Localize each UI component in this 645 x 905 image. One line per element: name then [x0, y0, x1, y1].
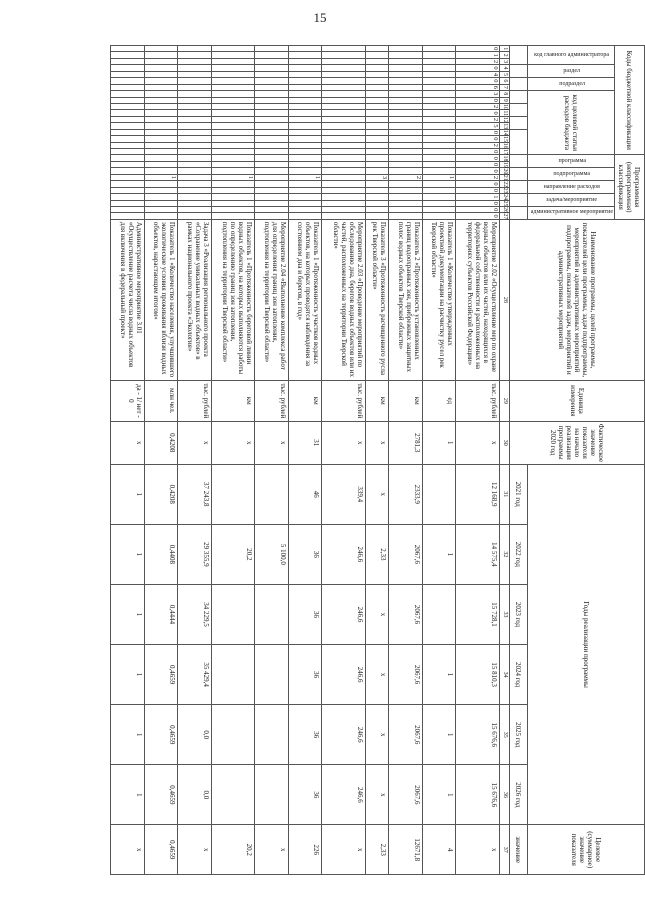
row-year-value: 15 676,6 [456, 705, 499, 765]
column-number: 10 [499, 103, 509, 109]
row-fact-value: 2781,3 [389, 421, 423, 464]
row-year-value: 2067,6 [389, 705, 423, 765]
row-unit: ед [422, 380, 456, 421]
column-number: 14 [499, 129, 509, 135]
column-number: 5 [499, 71, 509, 77]
row-year-value [211, 705, 254, 765]
column-number: 22 [499, 181, 509, 187]
column-number: 24 [499, 194, 509, 200]
code-cell: 0 [456, 187, 499, 193]
code-cell: 2 [456, 142, 499, 148]
table-row [365, 46, 389, 875]
row-unit: км [389, 380, 423, 421]
row-target-value: x [111, 825, 145, 875]
row-year-value: 0,4659 [144, 705, 178, 765]
row-year-value: 1 [111, 584, 145, 644]
column-number-row [499, 46, 509, 875]
row-year-value: 0,4444 [144, 584, 178, 644]
program-table-wrapper [110, 45, 645, 875]
row-year-value: 29 355,9 [178, 524, 212, 584]
table-body [111, 46, 500, 875]
row-year-value: x [365, 645, 389, 705]
row-name: Административное мероприятие 3.01 «Осуществление расчета числа водных объектов для включения в федеральный проект» [111, 219, 145, 380]
code-cell: 6 [456, 84, 499, 90]
row-unit: тыс. рублей [255, 380, 289, 421]
row-name: Показатель 1 «Количество населения, улучшившего экологические условия проживания вблизи водных объектов, нарастающим итогом» [144, 219, 178, 380]
column-number: 35 [499, 705, 509, 765]
table-row [178, 46, 212, 875]
row-unit: тыс. рублей [322, 380, 365, 421]
table-row [288, 46, 322, 875]
row-target-value: 20,2 [211, 825, 254, 875]
row-year-value: x [365, 584, 389, 644]
row-fact-value: 31 [288, 421, 322, 464]
row-name: Показатель 1 «Количество утвержденных проектной документации на расчистку русел рек Тверской области» [422, 219, 456, 380]
rotated-page-area [110, 45, 645, 875]
code-cell: 0 [456, 213, 499, 219]
row-year-value [211, 645, 254, 705]
row-year-value: 2067,6 [389, 584, 423, 644]
row-year-value: 1 [422, 524, 456, 584]
row-fact-value: x [178, 421, 212, 464]
row-unit: км [211, 380, 254, 421]
column-number: 2 [499, 52, 509, 58]
code-cell: 1 [144, 174, 178, 180]
unit-header: Единица измерения [509, 380, 644, 421]
column-number: 11 [499, 110, 509, 116]
row-year-value: 2067,6 [389, 524, 423, 584]
code-cell: 0 [456, 136, 499, 142]
year-2024-header: 2024 год [509, 645, 527, 705]
column-number: 16 [499, 142, 509, 148]
row-year-value: 46 [288, 464, 322, 524]
code-cell: 1 [422, 174, 456, 180]
column-number: 28 [499, 219, 509, 380]
row-year-value: 0,0 [178, 705, 212, 765]
code-cell: 0 [456, 155, 499, 161]
column-number: 37 [499, 825, 509, 875]
row-name: Мероприятие 2.04 «Выполнение комплекса работ для определения границ зон затопления, подтопления на территории Тверской области» [255, 219, 289, 380]
column-number: 25 [499, 200, 509, 206]
code-cell: 2 [389, 174, 423, 180]
row-year-value: 0,4659 [144, 765, 178, 825]
column-number: 20 [499, 168, 509, 174]
row-year-value: 35 429,4 [178, 645, 212, 705]
code-cell: 2 [456, 58, 499, 64]
row-year-value: 0,4208 [144, 464, 178, 524]
code-cell: 5 [456, 123, 499, 129]
column-number: 19 [499, 161, 509, 167]
row-year-value: 2067,6 [389, 765, 423, 825]
fact-year-header: Фактическое значение показателя на начало реализации программы 2020 год [509, 421, 644, 464]
year-2021-header: 2021 год [509, 464, 527, 524]
row-name: Показатель 1 «Протяженность участков водных объектов, на которых проводятся наблюдения за состоянием дна и берегов, в год» [288, 219, 322, 380]
budget-codes-header: Коды бюджетной классификации [615, 46, 645, 155]
column-number: 36 [499, 765, 509, 825]
direction-header: направление расходов [543, 183, 601, 190]
subprogram-header: подпрограмма [553, 170, 591, 177]
code-cell: 2 [456, 103, 499, 109]
code-cell: 0 [456, 168, 499, 174]
row-name: Показатель 3 «Протяженность расчищенного русла рек Тверской области» [365, 219, 389, 380]
row-year-value: 0,4408 [144, 524, 178, 584]
row-year-value: 339,4 [322, 464, 365, 524]
row-target-value: 226 [288, 825, 322, 875]
code-cell: 0 [456, 181, 499, 187]
code-cell: 2 [456, 174, 499, 180]
row-year-value: 246,6 [322, 524, 365, 584]
row-year-value [211, 765, 254, 825]
row-unit: млн чел. [144, 380, 178, 421]
column-number: 7 [499, 84, 509, 90]
code-cell: 0 [456, 78, 499, 84]
row-year-value: 1 [422, 705, 456, 765]
program-header: программа [558, 157, 586, 164]
row-target-value: x [322, 825, 365, 875]
code-cell: 0 [456, 46, 499, 52]
column-number: 29 [499, 380, 509, 421]
code-cell: 3 [365, 174, 389, 180]
row-year-value: 0,0 [178, 765, 212, 825]
target-header: Целевое (суммарное) значение показателя [527, 825, 644, 875]
code-cell: 1 [288, 174, 322, 180]
row-year-value: x [365, 464, 389, 524]
row-year-value [422, 464, 456, 524]
row-fact-value: x [456, 421, 499, 464]
column-number: 18 [499, 155, 509, 161]
row-name: Мероприятие 2.02 «Осуществление мер по охране водных объектов или их частей, находящихся в федеральной собственности и расположенных на территориях субъектов Российской Федерации» [456, 219, 499, 380]
row-target-value: x [456, 825, 499, 875]
row-year-value [255, 584, 289, 644]
row-year-value: 5 100,0 [255, 524, 289, 584]
row-year-value: x [365, 705, 389, 765]
column-number: 3 [499, 58, 509, 64]
code-cell: 0 [456, 149, 499, 155]
row-year-value [211, 464, 254, 524]
row-year-value [255, 464, 289, 524]
row-year-value: 246,6 [322, 765, 365, 825]
name-column-header: Наименование программы, целей программы, показателей цели программы, задач подпрограммы, мероприятий и административных мероприятий подпрограммы, показателей задач, мероприятий и административных мероприятий [509, 219, 644, 380]
column-number: 8 [499, 91, 509, 97]
row-fact-value: 1 [422, 421, 456, 464]
table-row [422, 46, 456, 875]
row-target-value: 0,4659 [144, 825, 178, 875]
row-unit: тыс. рублей [456, 380, 499, 421]
row-year-value: 0,4659 [144, 645, 178, 705]
code-cell: 0 [456, 97, 499, 103]
year-2026-header: 2026 год [509, 765, 527, 825]
column-number: 21 [499, 174, 509, 180]
row-year-value: 2,33 [365, 524, 389, 584]
row-year-value: 36 [288, 765, 322, 825]
table-row [111, 46, 145, 875]
code-cell: 0 [456, 129, 499, 135]
row-fact-value: x [365, 421, 389, 464]
row-year-value: 36 [288, 584, 322, 644]
row-unit: да - 1/ нет - 0 [111, 380, 145, 421]
program-code-header: Программная (непрограммная) классификация [615, 155, 645, 219]
subsection-header: подраздел [559, 80, 585, 87]
row-target-value: x [255, 825, 289, 875]
row-year-value: 34 229,5 [178, 584, 212, 644]
code-cell: 1 [456, 194, 499, 200]
column-number: 26 [499, 206, 509, 212]
row-name: Показатель 2 «Протяженность установленных границ водоохранных зон, прибрежных защитных полос водных объектов Тверской области» [389, 219, 423, 380]
row-name: Задача 3 «Реализация регионального проекта «Сохранение уникальных водных объектов» в рамках национального проекта «Экология» [178, 219, 212, 380]
row-fact-value: 0,4208 [144, 421, 178, 464]
page-number: 15 [313, 10, 327, 25]
row-year-value: x [365, 765, 389, 825]
row-year-value: 15 728,1 [456, 584, 499, 644]
row-year-value: 20,2 [211, 524, 254, 584]
table-row [144, 46, 178, 875]
code-cell: 0 [456, 200, 499, 206]
row-year-value: 36 [288, 705, 322, 765]
row-year-value: 1 [422, 645, 456, 705]
admin-code-header: код главного администратора [534, 51, 610, 58]
row-fact-value: x [111, 421, 145, 464]
year-2023-header: 2023 год [509, 584, 527, 644]
row-fact-value: x [211, 421, 254, 464]
row-year-value: 15 810,3 [456, 645, 499, 705]
code-cell: 1 [211, 174, 254, 180]
column-number: 17 [499, 149, 509, 155]
row-unit: км [365, 380, 389, 421]
row-year-value: 37 243,8 [178, 464, 212, 524]
code-cell: 0 [456, 206, 499, 212]
row-fact-value: x [322, 421, 365, 464]
column-number: 23 [499, 187, 509, 193]
row-year-value: 1 [422, 765, 456, 825]
row-year-value [422, 584, 456, 644]
column-number: 34 [499, 645, 509, 705]
row-year-value: 36 [288, 524, 322, 584]
row-name: Мероприятие 2.03 «Проведение мероприятий по обследованию дна, берегов водных объектов или их частей, расположенных на территории Тверской области» [322, 219, 365, 380]
row-year-value [255, 645, 289, 705]
row-year-value: 2333,9 [389, 464, 423, 524]
row-target-value: 2,33 [365, 825, 389, 875]
row-year-value: 15 676,6 [456, 765, 499, 825]
column-number: 1 [499, 46, 509, 52]
row-year-value: 1 [111, 705, 145, 765]
row-year-value [255, 765, 289, 825]
value-header: значение [509, 825, 527, 875]
column-number: 31 [499, 464, 509, 524]
column-number: 13 [499, 123, 509, 129]
row-year-value: 1 [111, 464, 145, 524]
row-target-value: x [178, 825, 212, 875]
row-unit: км [288, 380, 322, 421]
column-number: 6 [499, 78, 509, 84]
code-cell: 2 [456, 116, 499, 122]
row-unit: тыс. рублей [178, 380, 212, 421]
code-cell: 0 [456, 161, 499, 167]
program-indicators-table [110, 45, 645, 875]
table-row [456, 46, 499, 875]
code-cell: 0 [456, 110, 499, 116]
table-row [322, 46, 365, 875]
column-number: 4 [499, 65, 509, 71]
row-year-value: 246,6 [322, 645, 365, 705]
row-year-value: 2067,6 [389, 645, 423, 705]
code-cell: 3 [456, 91, 499, 97]
row-year-value: 12 168,9 [456, 464, 499, 524]
column-number: 33 [499, 584, 509, 644]
code-cell: 0 [456, 65, 499, 71]
row-year-value: 1 [111, 645, 145, 705]
row-year-value: 1 [111, 765, 145, 825]
admin-activity-header: административное мероприятие [530, 209, 613, 216]
table-row [255, 46, 289, 875]
row-target-value: 12671,8 [389, 825, 423, 875]
code-cell: 1 [456, 52, 499, 58]
row-target-value: 4 [422, 825, 456, 875]
row-year-value: 14 575,4 [456, 524, 499, 584]
code-cell: 4 [456, 71, 499, 77]
column-number: 27 [499, 213, 509, 219]
row-year-value: 246,6 [322, 584, 365, 644]
table-row [389, 46, 423, 875]
row-name: Показатель 1 «Протяженность береговой линии водных объектов, на которых выполняются работы по определению границ зон затопления, подтопления на территории Тверской области» [211, 219, 254, 380]
years-header: Годы реализации программы [527, 464, 644, 825]
column-number: 15 [499, 136, 509, 142]
section-header: раздел [563, 67, 581, 74]
column-number: 32 [499, 524, 509, 584]
row-year-value [211, 584, 254, 644]
row-year-value [255, 705, 289, 765]
activity-header: задача/мероприятие [546, 196, 598, 203]
row-year-value: 246,6 [322, 705, 365, 765]
table-row [211, 46, 254, 875]
column-number: 30 [499, 421, 509, 464]
year-2025-header: 2025 год [509, 705, 527, 765]
row-fact-value: x [255, 421, 289, 464]
row-year-value: 36 [288, 645, 322, 705]
column-number: 9 [499, 97, 509, 103]
target-article-header: код целевой статьи расходов бюджета [527, 91, 614, 155]
row-year-value: 1 [111, 524, 145, 584]
year-2022-header: 2022 год [509, 524, 527, 584]
column-number: 12 [499, 116, 509, 122]
